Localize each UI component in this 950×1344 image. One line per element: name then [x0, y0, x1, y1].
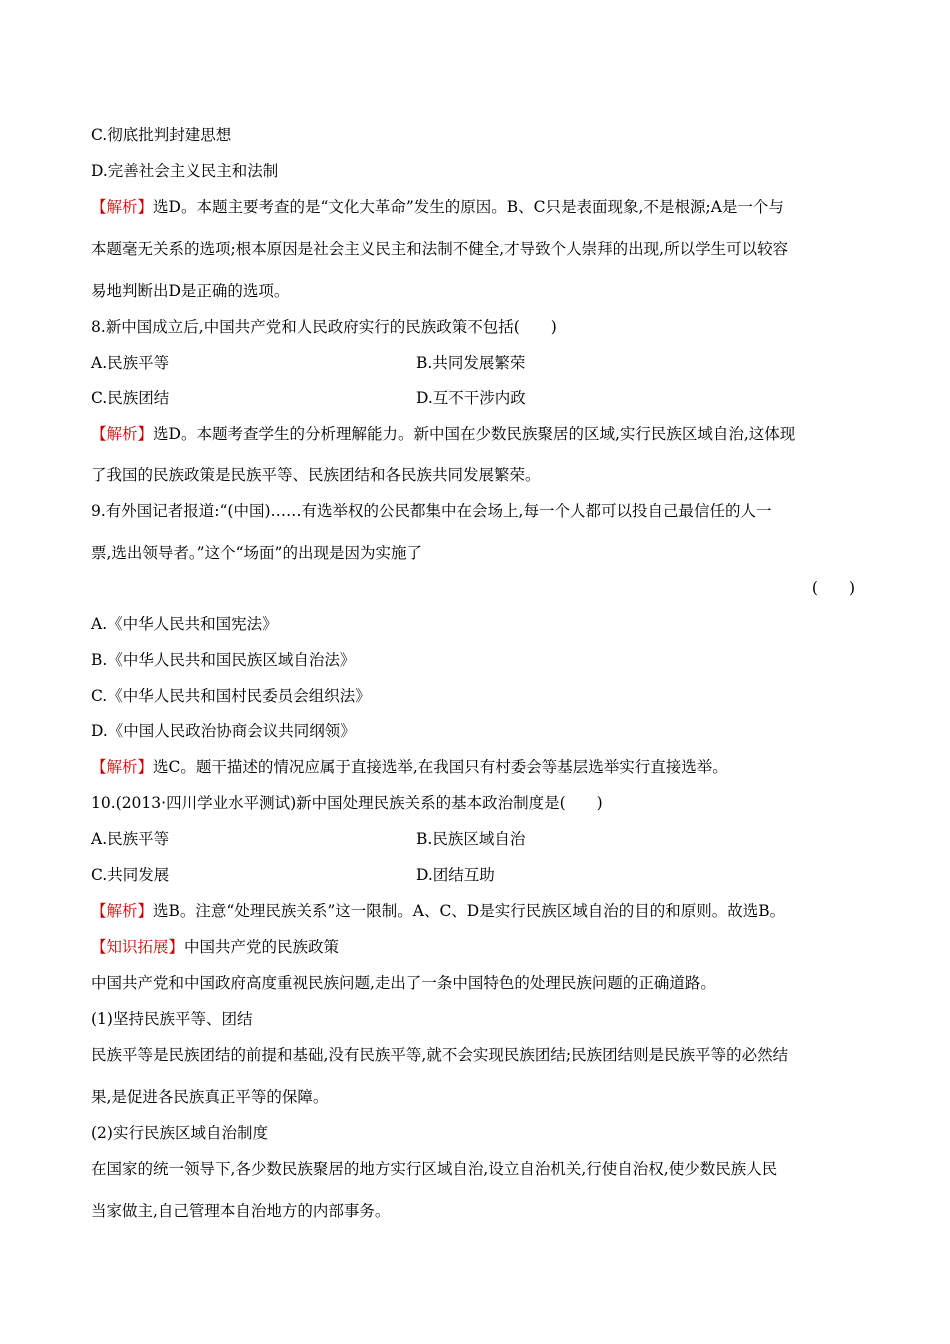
option-d: D.团结互助 — [416, 866, 495, 884]
analysis-tag: 【解析】 — [91, 758, 154, 776]
options-row — [91, 353, 526, 373]
question-9-stem: 9.有外国记者报道:“(中国)……有选举权的公民都集中在会场上,每一个人都可以投自己最信任的人一 — [91, 502, 772, 520]
analysis-text: 易地判断出D是正确的选项。 — [91, 282, 290, 300]
analysis-tag: 【解析】 — [91, 425, 154, 443]
question-8-stem: 8.新中国成立后,中国共产党和人民政府实行的民族政策不包括( ) — [91, 318, 557, 336]
option-d: D.完善社会主义民主和法制 — [91, 162, 279, 180]
analysis-text: 选D。本题主要考查的是“文化大革命”发生的原因。B、C只是表面现象,不是根源;A是一个与 — [153, 198, 784, 216]
extension-text: 在国家的统一领导下,各少数民族聚居的地方实行区域自治,设立自治机关,行使自治权,使少数民族人民 — [91, 1160, 778, 1178]
option-b: B.《中华人民共和国民族区域自治法》 — [91, 651, 356, 669]
analysis-q9 — [91, 757, 728, 777]
question-9-stem: 票,选出领导者。”这个“场面”的出现是因为实施了 — [91, 544, 422, 562]
option-c: C.民族团结 — [91, 389, 170, 407]
knowledge-extension-heading — [91, 937, 339, 957]
analysis-text: 选B。注意“处理民族关系”这一限制。A、C、D是实行民族区域自治的目的和原则。故选B。 — [153, 902, 786, 920]
analysis-text: 了我国的民族政策是民族平等、民族团结和各民族共同发展繁荣。 — [91, 466, 541, 484]
extension-text: 当家做主,自己管理本自治地方的内部事务。 — [91, 1202, 391, 1220]
option-c: C.《中华人民共和国村民委员会组织法》 — [91, 687, 371, 705]
extension-text: 中国共产党和中国政府高度重视民族问题,走出了一条中国特色的处理民族问题的正确道路。 — [91, 974, 716, 992]
option-c: C.彻底批判封建思想 — [91, 126, 232, 144]
extension-subheading: (2)实行民族区域自治制度 — [91, 1124, 268, 1142]
extension-subheading: (1)坚持民族平等、团结 — [91, 1010, 253, 1028]
analysis-text: 选C。题干描述的情况应属于直接选举,在我国只有村委会等基层选举实行直接选举。 — [153, 758, 728, 776]
answer-paren: ( ) — [811, 579, 855, 597]
analysis-q7 — [91, 197, 784, 217]
question-10-stem: 10.(2013·四川学业水平测试)新中国处理民族关系的基本政治制度是( ) — [91, 794, 603, 812]
options-row — [91, 865, 495, 885]
option-a: A.《中华人民共和国宪法》 — [91, 615, 278, 633]
option-b: B.共同发展繁荣 — [416, 354, 526, 372]
options-row — [91, 388, 526, 408]
options-row — [91, 829, 526, 849]
option-d: D.互不干涉内政 — [416, 389, 526, 407]
extension-title: 中国共产党的民族政策 — [184, 938, 340, 956]
analysis-q10 — [91, 901, 785, 921]
extension-text: 果,是促进各民族真正平等的保障。 — [91, 1088, 329, 1106]
analysis-tag: 【解析】 — [91, 902, 154, 920]
option-d: D.《中国人民政治协商会议共同纲领》 — [91, 722, 356, 740]
option-a: A.民族平等 — [91, 830, 170, 848]
analysis-text: 选D。本题考查学生的分析理解能力。新中国在少数民族聚居的区域,实行民族区域自治,这体现 — [153, 425, 796, 443]
analysis-tag: 【解析】 — [91, 198, 154, 216]
extension-text: 民族平等是民族团结的前提和基础,没有民族平等,就不会实现民族团结;民族团结则是民族平等的必然结 — [91, 1046, 789, 1064]
analysis-q8 — [91, 424, 795, 444]
extension-tag: 【知识拓展】 — [91, 938, 185, 956]
option-c: C.共同发展 — [91, 866, 170, 884]
option-a: A.民族平等 — [91, 354, 170, 372]
option-b: B.民族区域自治 — [416, 830, 526, 848]
analysis-text: 本题毫无关系的选项;根本原因是社会主义民主和法制不健全,才导致个人崇拜的出现,所以学生可以较容 — [91, 240, 789, 258]
